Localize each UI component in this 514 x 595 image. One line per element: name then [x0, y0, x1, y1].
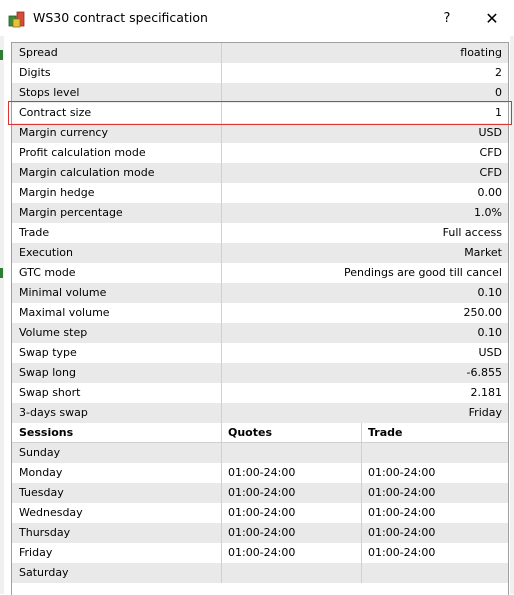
- session-day: Monday: [19, 466, 63, 479]
- spec-value: Friday: [221, 403, 508, 423]
- spec-label: Execution: [19, 246, 73, 259]
- spec-value: Pendings are good till cancel: [221, 263, 508, 283]
- session-row[interactable]: [12, 503, 508, 523]
- help-button[interactable]: ?: [443, 11, 451, 26]
- spec-value: CFD: [221, 163, 508, 183]
- spec-value: 0: [221, 83, 508, 103]
- spec-row[interactable]: [12, 63, 508, 83]
- session-day: Sunday: [19, 446, 61, 459]
- spec-value: 0.10: [221, 283, 508, 303]
- right-window-edge: [510, 36, 514, 594]
- session-day: Thursday: [19, 526, 71, 539]
- spec-label: Volume step: [19, 326, 88, 339]
- spec-label: GTC mode: [19, 266, 76, 279]
- sessions-header-trade: Trade: [361, 423, 508, 443]
- session-row[interactable]: [12, 483, 508, 503]
- spec-value: -6.855: [221, 363, 508, 383]
- session-day: Friday: [19, 546, 53, 559]
- session-row[interactable]: [12, 563, 508, 583]
- session-row[interactable]: [12, 463, 508, 483]
- session-day: Tuesday: [19, 486, 64, 499]
- session-quotes: 01:00-24:00: [221, 463, 361, 483]
- left-window-edge: [0, 36, 4, 594]
- spec-label: Margin percentage: [19, 206, 123, 219]
- session-trade: 01:00-24:00: [361, 523, 508, 543]
- session-quotes: 01:00-24:00: [221, 503, 361, 523]
- app-icon: [8, 10, 26, 28]
- spec-label: Contract size: [19, 106, 92, 119]
- spec-row[interactable]: [12, 403, 508, 423]
- spec-row[interactable]: [12, 243, 508, 263]
- session-trade: 01:00-24:00: [361, 483, 508, 503]
- edge-marker: [0, 50, 3, 60]
- session-trade: 01:00-24:00: [361, 543, 508, 563]
- spec-row[interactable]: [12, 383, 508, 403]
- session-quotes: [221, 563, 361, 583]
- sessions-header-sessions: Sessions: [12, 423, 221, 443]
- session-quotes: 01:00-24:00: [221, 523, 361, 543]
- spec-label: Minimal volume: [19, 286, 107, 299]
- spec-row[interactable]: [12, 303, 508, 323]
- session-trade: 01:00-24:00: [361, 503, 508, 523]
- spec-row[interactable]: [12, 343, 508, 363]
- session-day: Wednesday: [19, 506, 83, 519]
- window-title: WS30 contract specification: [33, 10, 208, 25]
- spec-row[interactable]: [12, 83, 508, 103]
- session-trade: [361, 443, 508, 463]
- close-button[interactable]: ✕: [485, 9, 499, 28]
- spec-row[interactable]: [12, 223, 508, 243]
- spec-row[interactable]: [12, 43, 508, 63]
- spec-label: Swap long: [19, 366, 76, 379]
- spec-value: 1: [221, 103, 508, 123]
- session-trade: [361, 563, 508, 583]
- session-quotes: 01:00-24:00: [221, 483, 361, 503]
- spec-label: Stops level: [19, 86, 80, 99]
- sessions-header: [12, 423, 508, 443]
- session-trade: 01:00-24:00: [361, 463, 508, 483]
- session-quotes: 01:00-24:00: [221, 543, 361, 563]
- spec-value: 2.181: [221, 383, 508, 403]
- spec-row[interactable]: [12, 323, 508, 343]
- spec-row[interactable]: [12, 143, 508, 163]
- spec-value: 0.00: [221, 183, 508, 203]
- spec-label: Margin currency: [19, 126, 108, 139]
- session-quotes: [221, 443, 361, 463]
- spec-row[interactable]: [12, 363, 508, 383]
- sessions-header-quotes: Quotes: [221, 423, 361, 443]
- spec-row[interactable]: [12, 183, 508, 203]
- spec-value: Market: [221, 243, 508, 263]
- spec-label: Maximal volume: [19, 306, 110, 319]
- session-row[interactable]: [12, 543, 508, 563]
- edge-marker: [0, 268, 3, 278]
- session-row[interactable]: [12, 443, 508, 463]
- spec-label: Spread: [19, 46, 58, 59]
- spec-label: Profit calculation mode: [19, 146, 146, 159]
- spec-label: Margin calculation mode: [19, 166, 155, 179]
- spec-row[interactable]: [12, 283, 508, 303]
- spec-value: 1.0%: [221, 203, 508, 223]
- spec-label: Swap type: [19, 346, 77, 359]
- spec-value: USD: [221, 123, 508, 143]
- spec-value: 250.00: [221, 303, 508, 323]
- spec-label: Swap short: [19, 386, 81, 399]
- spec-label: Trade: [19, 226, 50, 239]
- spec-label: Digits: [19, 66, 51, 79]
- spec-value: CFD: [221, 143, 508, 163]
- session-day: Saturday: [19, 566, 69, 579]
- session-row[interactable]: [12, 523, 508, 543]
- spec-row[interactable]: [12, 263, 508, 283]
- spec-label: Margin hedge: [19, 186, 95, 199]
- spec-value: 0.10: [221, 323, 508, 343]
- spec-label: 3-days swap: [19, 406, 88, 419]
- title-bar: [0, 0, 514, 36]
- spec-row[interactable]: [12, 103, 508, 123]
- spec-row[interactable]: [12, 163, 508, 183]
- spec-value: USD: [221, 343, 508, 363]
- spec-value: Full access: [221, 223, 508, 243]
- spec-value: floating: [221, 43, 508, 63]
- spec-value: 2: [221, 63, 508, 83]
- spec-row[interactable]: [12, 123, 508, 143]
- spec-row[interactable]: [12, 203, 508, 223]
- specification-table: [11, 42, 509, 595]
